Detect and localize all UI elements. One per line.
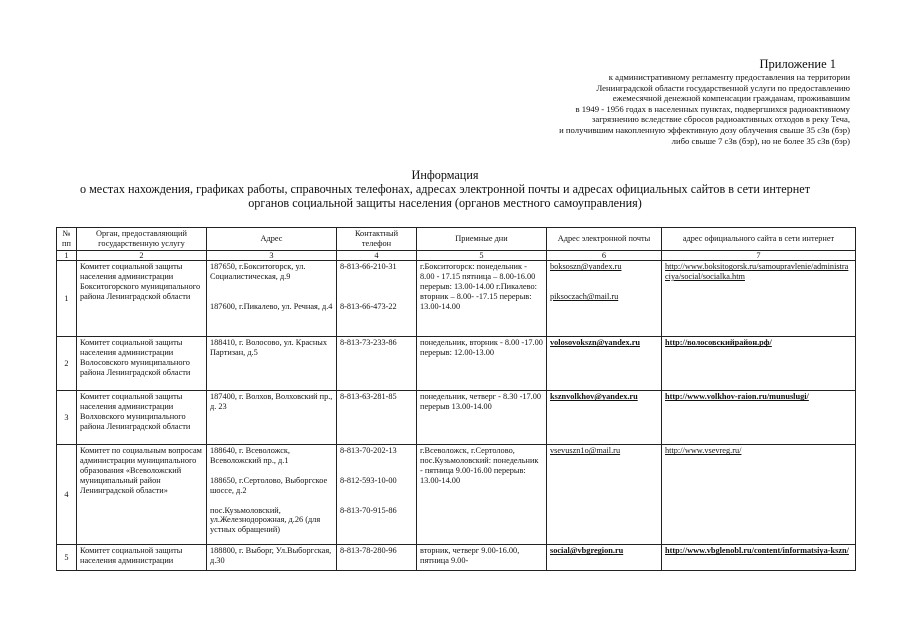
column-number: 7 xyxy=(662,250,856,261)
email-link[interactable]: social@vbgregion.ru xyxy=(550,546,624,556)
row-org: Комитет по социальным вопросам администрации муниципального образования «Всеволожский муниципальный район Ленинградской области» xyxy=(77,445,207,545)
row-number: 2 xyxy=(57,337,77,391)
heading-subtitle: о местах нахождения, графиках работы, справочных телефонах, адресах электронной почты и адресах официальных сайтов в сети интернет xyxy=(79,182,811,197)
address-line: 188650, г.Сертолово, Выборгское шоссе, д.2 xyxy=(210,475,328,495)
appendix-line: загрязнению вследствие сбросов радиоактивных отходов в реку Теча, xyxy=(591,114,850,125)
row-site xyxy=(662,261,856,337)
row-address xyxy=(207,261,337,337)
row-number: 1 xyxy=(57,261,77,337)
email-link[interactable]: volosovokszn@yandex.ru xyxy=(550,338,641,348)
site-link[interactable]: http://волосовскийрайон.рф/ xyxy=(665,338,772,348)
appendix-line: и получившим накопленную эффективную дозу облучения свыше 35 сЗв (бэр) xyxy=(559,124,850,135)
table-row xyxy=(57,545,856,571)
appendix-line: либо свыше 7 сЗв (бэр), но не более 35 сЗв (бэр) xyxy=(671,135,850,146)
column-number-row xyxy=(57,250,856,261)
phone-line: 8-813-70-915-86 xyxy=(340,505,397,515)
appendix-line: Ленинградской области государственной услуги по предоставлению xyxy=(596,82,850,93)
header-address: Адрес xyxy=(207,228,337,251)
row-days: вторник, четверг 9.00-16.00, пятница 9.00- xyxy=(417,545,547,571)
address-line: 187650, г.Бокситогорск, ул. Социалистическая, д.9 xyxy=(210,262,306,282)
row-address: 188410, г. Волосово, ул. Красных Партизан, д.5 xyxy=(207,337,337,391)
row-org: Комитет социальной защиты населения администрации Волосовского муниципального района Ленинградской области xyxy=(77,337,207,391)
row-email xyxy=(547,337,662,391)
header-site: адрес официального сайта в сети интернет xyxy=(662,228,856,251)
site-link[interactable]: http://www.vsevreg.ru/ xyxy=(665,446,742,456)
row-site xyxy=(662,391,856,445)
table-header-row xyxy=(57,228,856,251)
site-link[interactable]: http://www.volkhov-raion.ru/munuslugi/ xyxy=(665,392,809,402)
appendix-line: ежемесячной денежной компенсации гражданам, проживавшим xyxy=(612,93,850,104)
appendix-title: Приложение 1 xyxy=(759,57,836,71)
row-email xyxy=(547,545,662,571)
row-org: Комитет социальной защиты населения администрации Бокситогорского муниципального района Ленинградской области xyxy=(77,261,207,337)
phone-line: 8-813-66-473-22 xyxy=(340,302,397,312)
table-row xyxy=(57,261,856,337)
row-email xyxy=(547,261,662,337)
row-address: 188800, г. Выборг, Ул.Выборгская, д.30 xyxy=(207,545,337,571)
heading-subtitle-2: органов социальной защиты населения (органов местного самоуправления) xyxy=(248,196,642,211)
row-phone: 8-813-78-280-96 xyxy=(337,545,417,571)
site-link[interactable]: http://www.vbglenobl.ru/content/informatsiya-kszn/ xyxy=(665,546,849,556)
header-days: Приемные дни xyxy=(417,228,547,251)
address-line: 187600, г.Пикалево, ул. Речная, д.4 xyxy=(210,301,333,311)
row-days: понедельник, вторник - 8.00 -17.00 перерыв: 12.00-13.00 xyxy=(417,337,547,391)
email-link[interactable]: piksoczach@mail.ru xyxy=(550,292,619,302)
row-phone: 8-813-73-233-86 xyxy=(337,337,417,391)
table-row xyxy=(57,337,856,391)
header-email: Адрес электронной почты xyxy=(547,228,662,251)
column-number: 2 xyxy=(77,250,207,261)
site-link[interactable]: http://www.boksitogorsk.ru/samoupravlenie/administraciya/social/socialka.htm xyxy=(665,262,849,282)
email-link[interactable]: vsevuszn1o@mail.ru xyxy=(550,446,621,456)
row-org: Комитет социальной защиты населения администрации Волховского муниципального района Ленинградской области xyxy=(77,391,207,445)
column-number: 4 xyxy=(337,250,417,261)
row-phone xyxy=(337,261,417,337)
column-number: 1 xyxy=(57,250,77,261)
row-days: понедельник, четверг - 8.30 -17.00 перерыв 13.00-14.00 xyxy=(417,391,547,445)
row-days: г.Всеволожск, г.Сертолово, пос.Кузьмоловский: понедельник - пятница 9.00-16.00 перерыв: 13.00-14.00 xyxy=(417,445,547,545)
row-site xyxy=(662,445,856,545)
row-number: 3 xyxy=(57,391,77,445)
appendix-line: в 1949 - 1956 годах в населенных пунктах, подвергшихся радиоактивному xyxy=(575,103,850,114)
phone-line: 8-812-593-10-00 xyxy=(340,476,397,486)
document-heading xyxy=(40,168,850,211)
phone-line: 8-813-70-202-13 xyxy=(340,446,397,456)
row-email xyxy=(547,391,662,445)
table-row xyxy=(57,391,856,445)
appendix-block xyxy=(470,56,850,146)
row-number: 4 xyxy=(57,445,77,545)
header-num: № пп xyxy=(57,228,77,251)
header-org: Орган, предоставляющий государственную услугу xyxy=(77,228,207,251)
phone-line: 8-813-66-210-31 xyxy=(340,262,397,272)
row-phone xyxy=(337,445,417,545)
header-phone: Контактный телефон xyxy=(337,228,417,251)
row-days: г.Бокситогорск: понедельник - 8.00 - 17.15 пятница – 8.00-16.00 перерыв: 13.00-14.00 г.Пикалево: вторник – 8.00- -17.15 перерыв: 13.00-14.00 xyxy=(417,261,547,337)
row-site xyxy=(662,337,856,391)
column-number: 6 xyxy=(547,250,662,261)
email-link[interactable]: ksznvolkhov@yandex.ru xyxy=(550,392,638,402)
row-email xyxy=(547,445,662,545)
offices-table xyxy=(56,227,856,571)
row-address xyxy=(207,445,337,545)
row-address: 187400, г. Волхов, Волховский пр., д. 23 xyxy=(207,391,337,445)
column-number: 3 xyxy=(207,250,337,261)
address-line: пос.Кузьмоловский, ул.Железнодорожная, д.26 (для устных обращений) xyxy=(210,505,321,535)
row-number: 5 xyxy=(57,545,77,571)
column-number: 5 xyxy=(417,250,547,261)
table-row xyxy=(57,445,856,545)
row-org: Комитет социальной защиты населения администрации xyxy=(77,545,207,571)
appendix-line: к административному регламенту предоставления на территории xyxy=(608,72,850,82)
heading-title: Информация xyxy=(411,168,479,182)
row-site xyxy=(662,545,856,571)
row-phone: 8-813-63-281-85 xyxy=(337,391,417,445)
address-line: 188640, г. Всеволожск, Всеволожский пр., д.1 xyxy=(210,446,291,466)
email-link[interactable]: boksoszn@yandex.ru xyxy=(550,262,622,272)
